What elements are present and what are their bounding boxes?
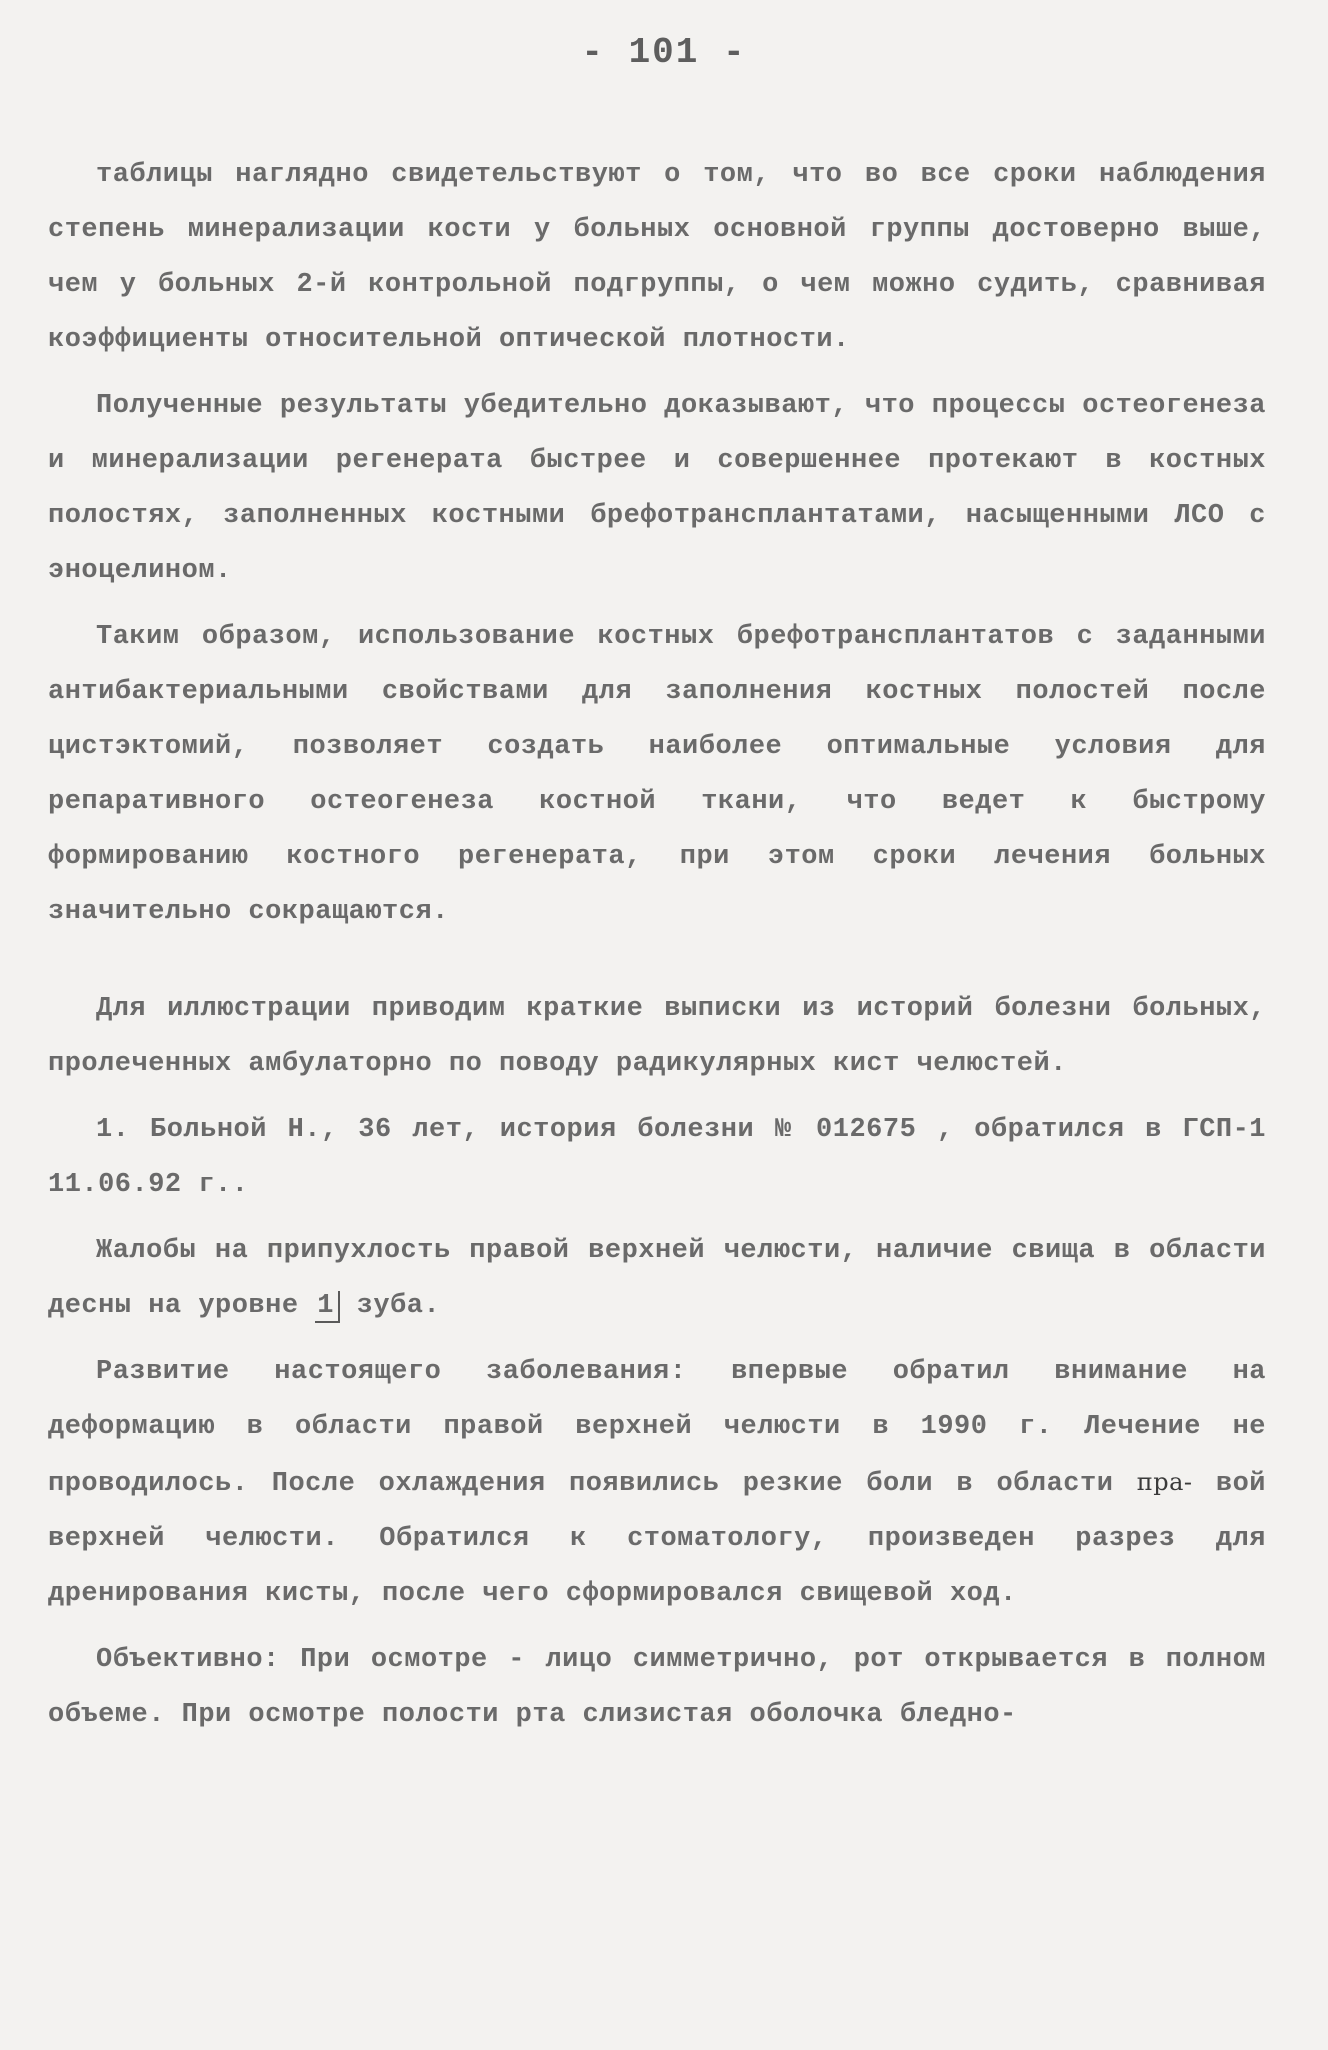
paragraph-summary: Таким образом, использование костных брефотрансплантатов с заданными антибактериальными свойствами для заполнения костных полостей после цистэктомий, позволяет создать наиболее оптимальные условия для репаративного остеогенеза костной ткани, что ведет к быстрому формированию костного регенерата, при этом сроки лечения больных значительно сокращаются.: [48, 622, 1266, 927]
paragraph-complaints: [48, 1224, 1266, 1334]
complaints-text-end: зуба.: [339, 1291, 441, 1321]
tooth-number-mark: 1: [315, 1291, 340, 1323]
complaints-text: Жалобы на припухлость правой верхней челюсти, наличие свища в области десны на уровне: [48, 1236, 1266, 1321]
case-heading: 1. Больной Н., 36 лет, история болезни № 012675 , обратился в ГСП-1 11.06.92 г..: [48, 1115, 1266, 1200]
paragraph-disease-history: [48, 1345, 1266, 1622]
page-number: - 101 -: [581, 32, 747, 73]
paragraph-results: Полученные результаты убедительно доказывают, что процессы остеогенеза и минерализации регенерата быстрее и совершеннее протекают в костных полостях, заполненных костными брефотрансплантатами, насыщенными ЛСО с эноцелином.: [48, 391, 1266, 586]
paragraph-conclusion-table: таблицы наглядно свидетельствуют о том, что во все сроки наблюдения степень минерализации кости у больных основной группы достоверно выше, чем у больных 2-й контрольной подгруппы, о чем можно судить, сравнивая коэффициенты относительной оптической плотности.: [48, 160, 1266, 355]
paragraph-objective: Объективно: При осмотре - лицо симметрично, рот открывается в полном объеме. При осмотре полости рта слизистая оболочка бледно-: [48, 1645, 1266, 1730]
handwritten-insertion: пра-: [1136, 1468, 1193, 1496]
history-text-end: вой верхней челюсти. Обратился к стоматологу, произведен разрез для дренирования кисты, после чего сформировался свищевой ход.: [48, 1469, 1266, 1609]
paragraph-illustration-intro: Для иллюстрации приводим краткие выписки из историй болезни больных, пролеченных амбулаторно по поводу радикулярных кист челюстей.: [48, 994, 1266, 1079]
document-body: [48, 148, 1266, 1754]
history-text: Развитие настоящего заболевания: впервые обратил внимание на деформацию в области правой верхней челюсти в 1990 г. Лечение не проводилось. После охлаждения появились резкие боли в области: [48, 1357, 1266, 1499]
